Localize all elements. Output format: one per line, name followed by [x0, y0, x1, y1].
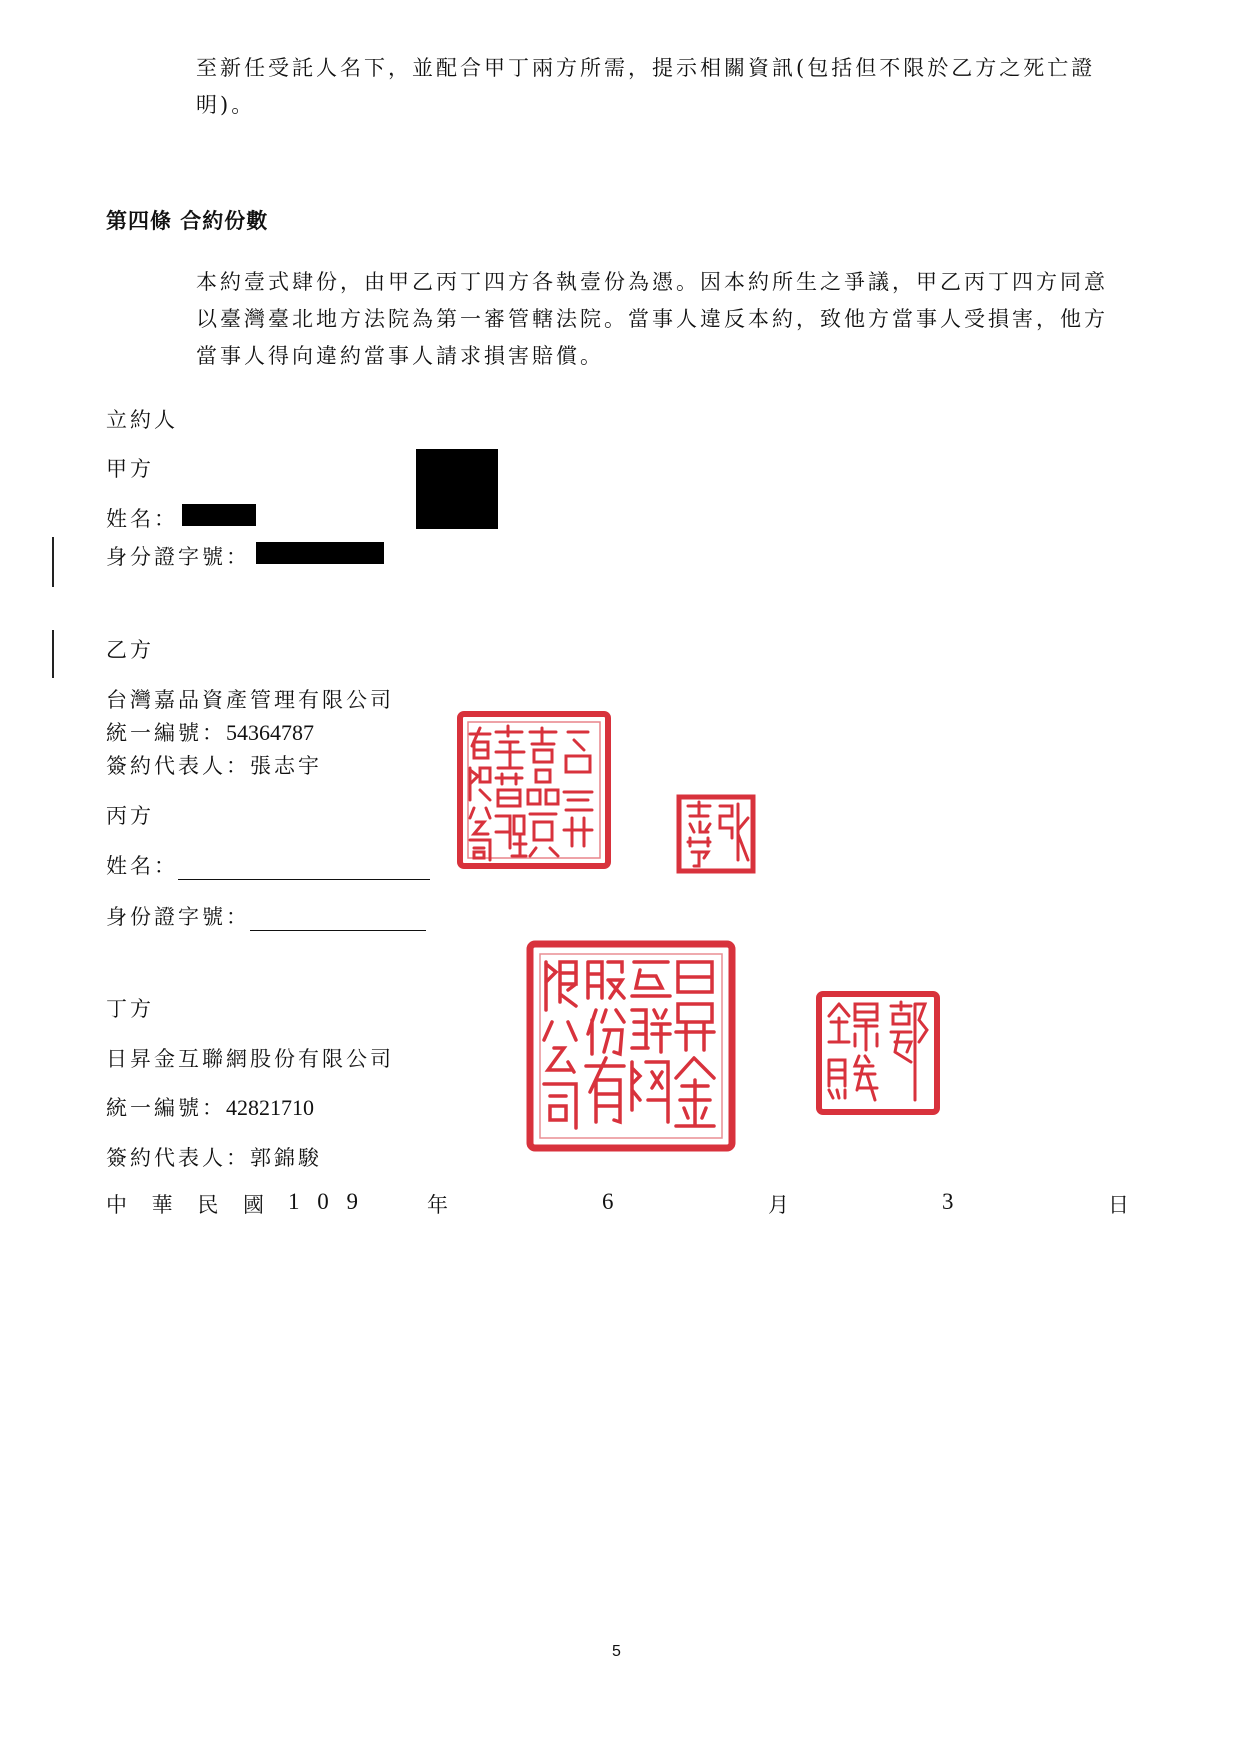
party-c-name-row	[106, 850, 430, 880]
date-day: 3	[942, 1189, 954, 1214]
party-d-tax-id-value: 42821710	[226, 1095, 314, 1120]
article-line-2: 以臺灣臺北地方法院為第一審管轄法院。當事人違反本約，致他方當事人受損害，他方	[196, 307, 1108, 331]
date-month-unit: 月	[768, 1193, 789, 1217]
party-d-rep-name: 郭錦駿	[250, 1146, 322, 1170]
party-b-rep	[106, 750, 322, 780]
rep-d-seal	[815, 990, 941, 1116]
article-heading: 第四條 合約份數	[106, 209, 269, 233]
party-b-tax-id-value: 54364787	[226, 720, 314, 745]
revision-change-bar	[52, 537, 54, 587]
party-c-id-row	[106, 901, 426, 931]
paragraph-line-2: 明)。	[196, 93, 256, 117]
party-d-tax-id-label: 統一編號：	[106, 1096, 226, 1120]
date-month: 6	[602, 1189, 614, 1214]
party-d-tax-id	[106, 1092, 314, 1122]
date-day-unit: 日	[1108, 1193, 1129, 1217]
party-b-tax-id	[106, 717, 314, 747]
party-b-label: 乙方	[106, 638, 154, 662]
company-d-seal	[526, 940, 736, 1152]
party-d-company: 日昇金互聯網股份有限公司	[106, 1047, 394, 1071]
party-b-company: 台灣嘉品資產管理有限公司	[106, 688, 394, 712]
redacted-signature	[416, 449, 498, 529]
article-line-1: 本約壹式肆份，由甲乙丙丁四方各執壹份為憑。因本約所生之爭議，甲乙丙丁四方同意	[196, 270, 1108, 294]
party-b-rep-label: 簽約代表人：	[106, 754, 250, 778]
party-c-id-blank[interactable]	[250, 908, 426, 931]
redacted-name	[182, 504, 256, 526]
date-era: 中 華 民 國	[106, 1193, 274, 1217]
date-year-unit: 年	[427, 1193, 448, 1217]
party-c-name-label: 姓名：	[106, 854, 178, 878]
revision-change-bar	[52, 630, 54, 678]
signatories-title: 立約人	[106, 408, 178, 432]
page-number: 5	[612, 1643, 621, 1660]
paragraph-line-1: 至新任受託人名下，並配合甲丁兩方所需，提示相關資訊(包括但不限於乙方之死亡證	[196, 56, 1096, 80]
redacted-id-number	[256, 542, 384, 564]
party-c-name-blank[interactable]	[178, 857, 430, 880]
party-c-label: 丙方	[106, 804, 154, 828]
party-b-tax-id-label: 統一編號：	[106, 721, 226, 745]
party-a-label: 甲方	[106, 457, 154, 481]
article-line-3: 當事人得向違約當事人請求損害賠償。	[196, 344, 604, 368]
company-b-seal	[456, 710, 612, 870]
party-d-rep	[106, 1142, 322, 1172]
party-a-id-label: 身分證字號：	[106, 545, 250, 569]
party-b-rep-name: 張志宇	[250, 754, 322, 778]
party-d-label: 丁方	[106, 997, 154, 1021]
party-d-rep-label: 簽約代表人：	[106, 1146, 250, 1170]
date-year: 1 0 9	[288, 1189, 364, 1214]
party-c-id-label: 身份證字號：	[106, 905, 250, 929]
rep-b-seal	[676, 794, 756, 874]
party-a-name-label: 姓名：	[106, 507, 178, 531]
